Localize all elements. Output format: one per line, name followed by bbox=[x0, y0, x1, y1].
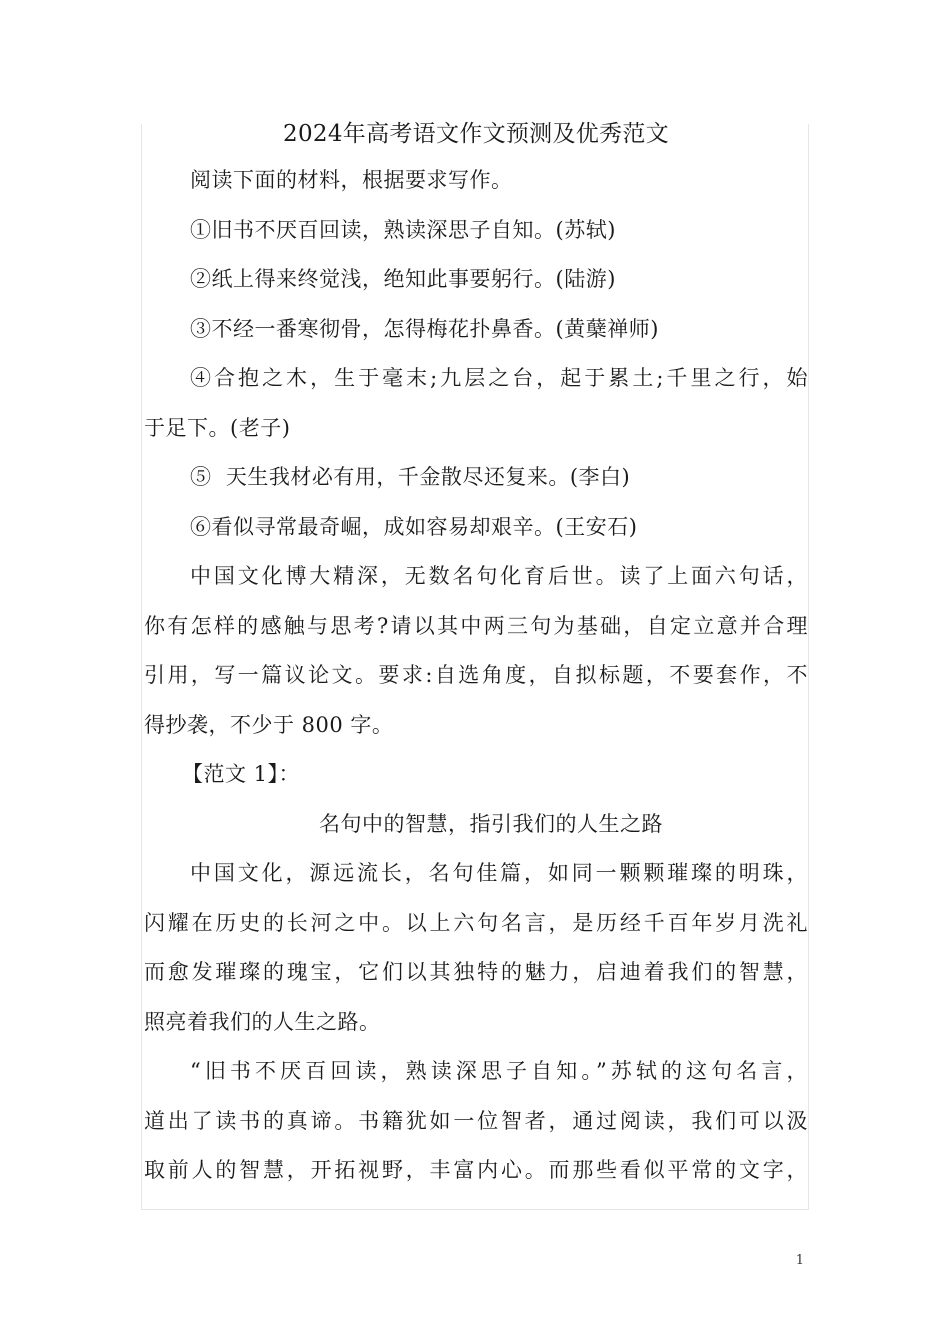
essay-para-1-line-3: 而愈发璀璨的瑰宝，它们以其独特的魅力，启迪着我们的智慧， bbox=[144, 960, 808, 984]
quote-6: ⑥看似寻常最奇崛，成如容易却艰辛。(王安石) bbox=[190, 514, 638, 539]
document-content bbox=[144, 112, 808, 1196]
essay-para-1-line-2: 闪耀在历史的长河之中。以上六句名言，是历经千百年岁月洗礼 bbox=[144, 910, 808, 935]
essay-para-1-line-1: 中国文化，源远流长，名句佳篇，如同一颗颗璀璨的明珠， bbox=[190, 861, 808, 885]
quote-3: ③不经一番寒彻骨，怎得梅花扑鼻香。(黄蘖禅师) bbox=[190, 316, 659, 341]
prompt-line-1: 中国文化博大精深，无数名句化育后世。读了上面六句话， bbox=[190, 564, 808, 588]
prompt-line-2: 你有怎样的感触与思考?请以其中两三句为基础，自定立意并合理 bbox=[144, 613, 808, 638]
prompt-line-4: 得抄袭，不少于 800 字。 bbox=[144, 712, 394, 737]
prompt-line-3: 引用，写一篇议论文。要求:自选角度，自拟标题，不要套作，不 bbox=[144, 663, 808, 687]
essay-para-2-line-2: 道出了读书的真谛。书籍犹如一位智者，通过阅读，我们可以汲 bbox=[144, 1108, 808, 1133]
quote-2: ②纸上得来终觉浅，绝知此事要躬行。(陆游) bbox=[190, 267, 616, 291]
quote-4-line-1: ④合抱之木，生于毫末;九层之台，起于累土;千里之行，始 bbox=[190, 366, 808, 390]
document-title: 2024年高考语文作文预测及优秀范文 bbox=[283, 121, 669, 147]
quote-5: ⑤ 天生我材必有用，千金散尽还复来。(李白) bbox=[190, 465, 631, 489]
essay-para-2-line-1: “旧书不厌百回读，熟读深思子自知。”苏轼的这句名言， bbox=[190, 1059, 808, 1083]
essay-para-1-line-4: 照亮着我们的人生之路。 bbox=[144, 1009, 381, 1034]
quote-1: ①旧书不厌百回读，熟读深思子自知。(苏轼) bbox=[190, 217, 616, 242]
essay-title: 名句中的智慧，指引我们的人生之路 bbox=[319, 811, 663, 836]
page-number: 1 bbox=[795, 1253, 804, 1268]
sample-label: 【范文 1】： bbox=[182, 762, 301, 786]
quote-4-line-2: 于足下。(老子) bbox=[144, 415, 291, 440]
essay-para-2-line-3: 取前人的智慧，开拓视野，丰富内心。而那些看似平常的文字， bbox=[144, 1158, 808, 1182]
instruction-text: 阅读下面的材料，根据要求写作。 bbox=[190, 168, 513, 192]
